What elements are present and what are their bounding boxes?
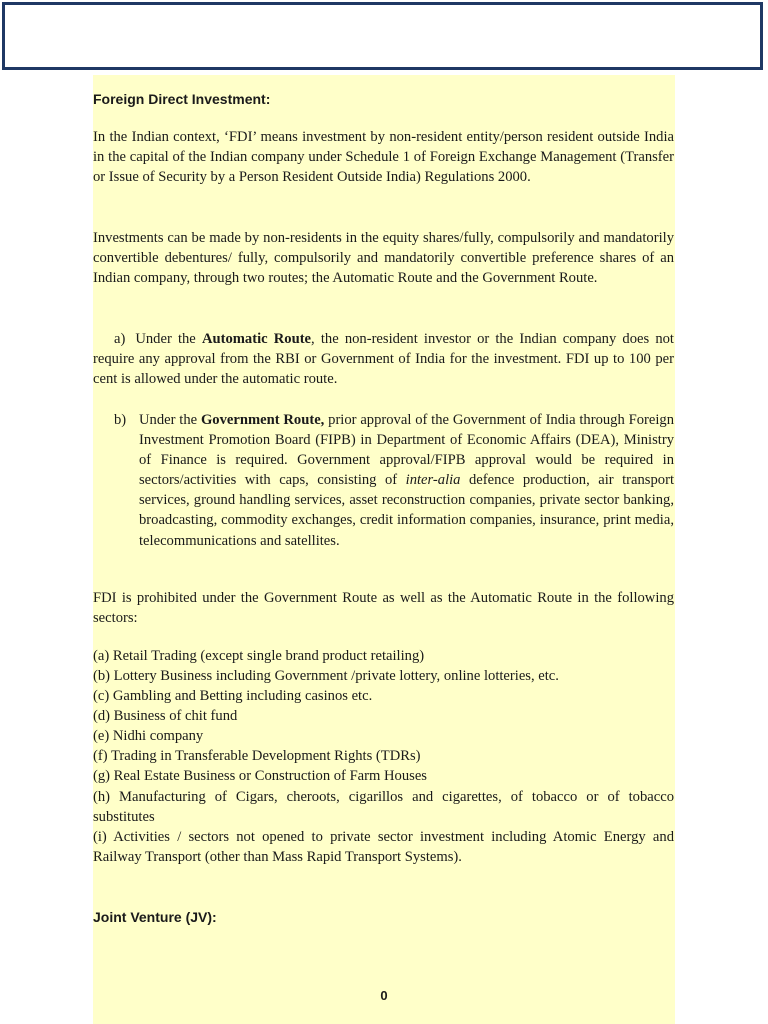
government-route-post: defence production, air transport services, ground handling services, asset reconstruction companies, private sector banking, broadcasting, commodity exchanges, credit information companies, insurance, print media, telecommunications and satellites. xyxy=(139,472,674,549)
government-route-marker: b) xyxy=(114,412,127,428)
sector-item-e: (e) Nidhi company xyxy=(93,728,204,744)
government-route-pre: Under the xyxy=(139,412,201,428)
automatic-route-pre: Under the xyxy=(135,331,202,347)
government-route-mid: prior approval of the Government of India through Foreign Investment Promotion Board (FIPB) in Department of Economic Affairs (DEA), Ministry of Finance is required. Government approval/FIPB approval would be required in sectors/activities with caps, consisting of xyxy=(139,412,674,489)
prohibited-intro-paragraph: FDI is prohibited under the Government Route as well as the Automatic Route in the following sectors: xyxy=(93,590,674,627)
sector-item-b: (b) Lottery Business including Government /private lottery, online lotteries, etc. xyxy=(93,668,559,684)
automatic-route-marker: a) xyxy=(114,331,126,347)
inter-alia-text: inter-alia xyxy=(405,472,461,489)
fdi-definition-paragraph: In the Indian context, ‘FDI’ means investment by non-resident entity/person resident outside India in the capital of the Indian company under Schedule 1 of Foreign Exchange Management (Transfer or Issue of Security by a Person Resident Outside India) Regulations 2000. xyxy=(93,129,674,186)
document-page xyxy=(93,75,675,1024)
government-route-item xyxy=(114,410,674,551)
fdi-heading: Foreign Direct Investment: xyxy=(93,91,271,107)
sector-item-i: (i) Activities / sectors not opened to private sector investment including Atomic Energy and Railway Transport (other than Mass Rapid Transport Systems). xyxy=(93,829,674,866)
sector-item-f: (f) Trading in Transferable Development Rights (TDRs) xyxy=(93,748,421,764)
sector-item-c: (c) Gambling and Betting including casinos etc. xyxy=(93,688,373,704)
automatic-route-item xyxy=(93,329,674,389)
page-number: 0 xyxy=(380,988,388,1003)
header-banner xyxy=(2,2,763,70)
sector-item-h: (h) Manufacturing of Cigars, cheroots, cigarillos and cigarettes, of tobacco or of tobacco substitutes xyxy=(93,789,674,826)
sector-item-d: (d) Business of chit fund xyxy=(93,708,238,724)
automatic-route-text: , the non-resident investor or the Indian company does not require any approval from the RBI or Government of India for the investment. FDI up to 100 per cent is allowed under the automatic route. xyxy=(93,331,674,388)
sector-item-a: (a) Retail Trading (except single brand product retailing) xyxy=(93,648,425,664)
joint-venture-heading: Joint Venture (JV): xyxy=(93,909,217,925)
automatic-route-label: Automatic Route xyxy=(201,331,312,347)
government-route-label: Government Route, xyxy=(200,412,325,428)
sector-item-g: (g) Real Estate Business or Construction of Farm Houses xyxy=(93,768,427,784)
investment-routes-paragraph: Investments can be made by non-residents in the equity shares/fully, compulsorily and mandatorily convertible debentures/ fully, compulsorily and mandatorily convertible preference shares of an Indian company, through two routes; the Automatic Route and the Government Route. xyxy=(93,230,674,287)
government-route-body xyxy=(139,410,674,551)
